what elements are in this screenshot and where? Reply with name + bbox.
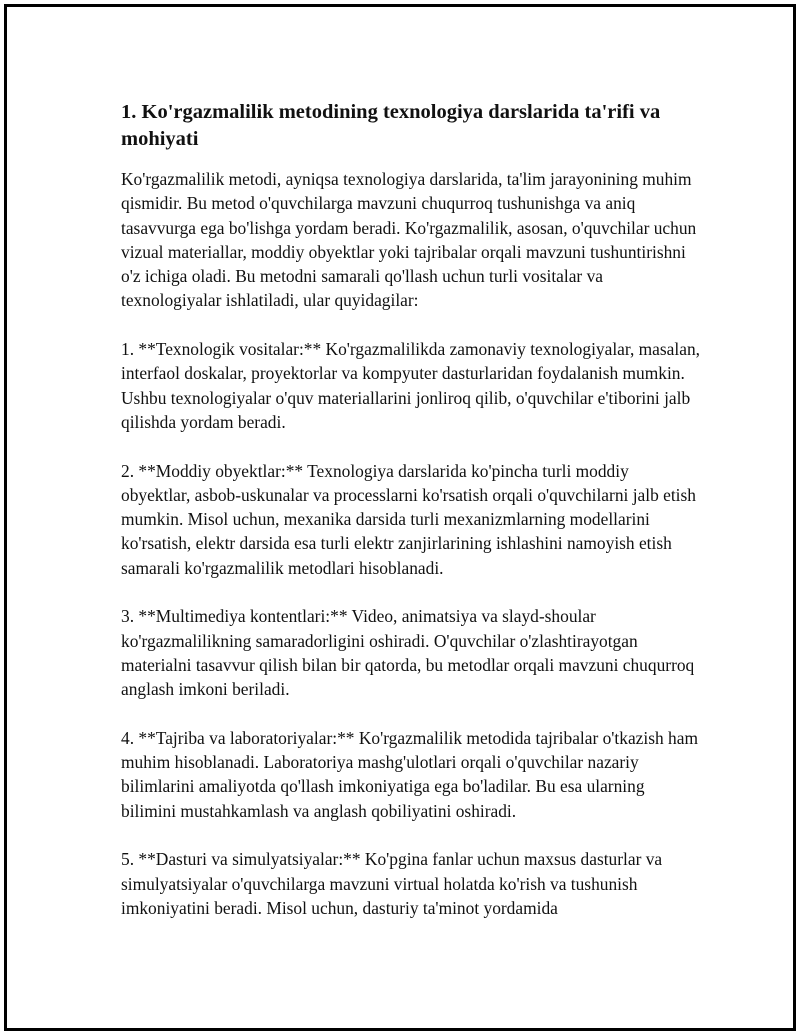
document-body: [121, 99, 701, 945]
paragraph-item-3: 3. **Multimediya kontentlari:** Video, animatsiya va slayd-shoular ko'rgazmalilikning samaradorligini oshiradi. O'quvchilar o'zlashtirayotgan materialni tasavvur qilish bilan bir qatorda, bu metodlar orqali mavzuni chuqurroq anglash imkoni beriladi.: [121, 606, 695, 700]
paragraph-intro: Ko'rgazmalilik metodi, ayniqsa texnologiya darslarida, ta'lim jarayonining muhim qismidir. Bu metod o'quvchilarga mavzuni chuqurroq tushunishga va aniq tasavvurga ega bo'lishga yordam beradi. Ko'rgazmalilik, asosan, o'quvchilar uchun vizual materiallar, moddiy obyektlar yoki tajribalar orqali mavzuni tushuntirishni o'z ichiga oladi. Bu metodni samarali qo'llash uchun turli vositalar va texnologiyalar ishlatiladi, ular quyidagilar:: [121, 169, 697, 311]
paragraph-item-4: 4. **Tajriba va laboratoriyalar:** Ko'rgazmalilik metodida tajribalar o'tkazish ham muhim hisoblanadi. Laboratoriya mashg'ulotlari orqali o'quvchilar nazariy bilimlarini amaliyotda qo'llash imkoniyatiga ega bo'ladilar. Bu esa ularning bilimini mustahkamlash va anglash qobiliyatini oshiradi.: [121, 727, 698, 821]
paragraph-item-2: 2. **Moddiy obyektlar:** Texnologiya darslarida ko'pincha turli moddiy obyektlar, asbob-uskunalar va processlarni ko'rsatish orqali o'quvchilarni jalb etish mumkin. Misol uchun, mexanika darsida turli mexanizmlarning modellarini ko'rsatish, elektr darsida esa turli elektr zanjirlarining ishlashini namoyish etish samarali ko'rgazmalilik metodlari hisoblanadi.: [121, 460, 696, 578]
paragraph-item-5: 5. **Dasturi va simulyatsiyalar:** Ko'pgina fanlar uchun maxsus dasturlar va simulyatsiyalar o'quvchilarga mavzuni virtual holatda ko'rish va tushunish imkoniyatini beradi. Misol uchun, dasturiy ta'minot yordamida: [121, 849, 663, 918]
page-frame: [4, 4, 796, 1031]
section-title: 1. Ko'rgazmalilik metodining texnologiya darslarida ta'rifi va mohiyati: [121, 101, 661, 150]
paragraph-item-1: 1. **Texnologik vositalar:** Ko'rgazmalilikda zamonaviy texnologiyalar, masalan, interfaol doskalar, proyektorlar va kompyuter dasturlaridan foydalanish mumkin. Ushbu texnologiyalar o'quv materiallarini jonliroq qilib, o'quvchilar e'tiborini jalb qilishda yordam beradi.: [121, 339, 700, 432]
